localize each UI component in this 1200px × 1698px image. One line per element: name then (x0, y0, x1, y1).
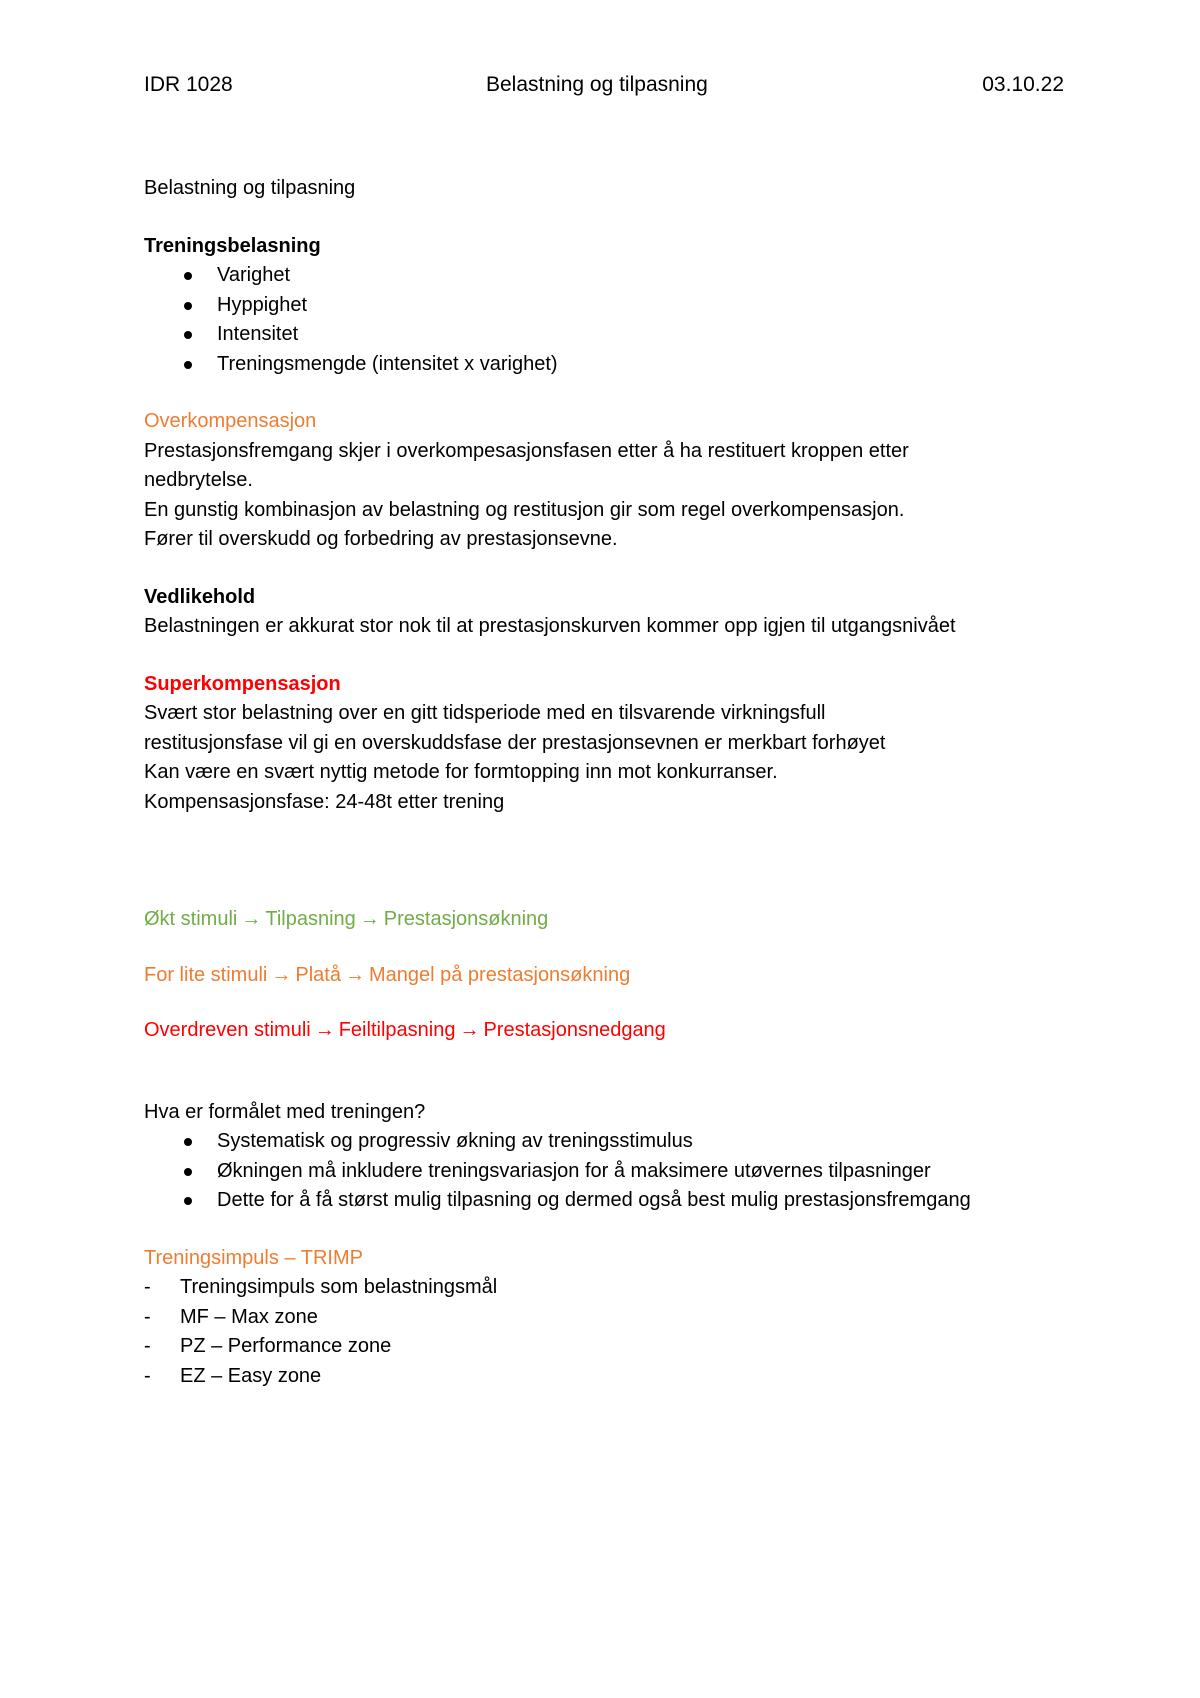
vedlikehold-heading: Vedlikehold (144, 585, 256, 608)
paragraph-line: Svært stor belastning over en gitt tidsperiode med en tilsvarende virkningsfull (144, 702, 826, 724)
flow-green: Økt stimuli → Tilpasning → Prestasjonsøkning (144, 908, 549, 930)
superkompensasjon-heading: Superkompensasjon (144, 672, 341, 695)
bullet-icon (184, 361, 192, 369)
bullet-icon (184, 1138, 192, 1146)
document-body (144, 174, 1064, 1391)
list-item: Varighet (144, 261, 1064, 291)
bullet-icon (184, 272, 192, 280)
arrow-right-icon: → (241, 908, 262, 930)
flow-red: Overdreven stimuli → Feiltilpasning → Prestasjonsnedgang (144, 1019, 666, 1041)
list-item: - PZ – Performance zone (144, 1335, 392, 1357)
treningsbelastning-list (144, 261, 1064, 379)
list-item: Hyppighet (144, 291, 1064, 321)
paragraph-line: Fører til overskudd og forbedring av prestasjonsevne. (144, 528, 618, 550)
list-item: - Treningsimpuls som belastningsmål (144, 1276, 498, 1298)
page-header (144, 73, 1064, 103)
arrow-right-icon: → (314, 1019, 335, 1041)
trimp-heading: Treningsimpuls – TRIMP (144, 1246, 363, 1269)
arrow-right-icon: → (359, 908, 380, 930)
arrow-right-icon: → (271, 963, 292, 986)
list-item: Økningen må inkludere treningsvariasjon for å maksimere utøvernes tilpasninger (144, 1157, 1064, 1187)
header-title: Belastning og tilpasning (486, 73, 708, 96)
treningsbelastning-heading: Treningsbelasning (144, 234, 321, 257)
doc-title: Belastning og tilpasning (144, 177, 356, 199)
bullet-icon (184, 1197, 192, 1205)
paragraph-line: Prestasjonsfremgang skjer i overkompesasjonsfasen etter å ha restituert kroppen etter (144, 439, 909, 462)
header-course: IDR 1028 (144, 73, 233, 96)
bullet-icon (184, 331, 192, 339)
list-item: Dette for å få størst mulig tilpasning og dermed også best mulig prestasjonsfremgang (144, 1186, 1064, 1216)
arrow-right-icon: → (459, 1019, 480, 1041)
paragraph-line: Kan være en svært nyttig metode for formtopping inn mot konkurranser. (144, 761, 778, 783)
paragraph-line: restitusjonsfase vil gi en overskuddsfase der prestasjonsevnen er merkbart forhøyet (144, 731, 886, 754)
overkompensasjon-heading: Overkompensasjon (144, 410, 317, 432)
paragraph-line: Belastningen er akkurat stor nok til at prestasjonskurven kommer opp igjen til utgangsnivået (144, 615, 956, 637)
bullet-icon (184, 1168, 192, 1176)
header-date: 03.10.22 (982, 73, 1064, 96)
list-item: - EZ – Easy zone (144, 1364, 322, 1387)
arrow-right-icon: → (344, 963, 365, 986)
formaal-list (144, 1127, 1064, 1216)
bullet-icon (184, 302, 192, 310)
list-item: - MF – Max zone (144, 1305, 318, 1328)
list-item: Intensitet (144, 320, 1064, 350)
paragraph-line: Kompensasjonsfase: 24-48t etter trening (144, 790, 505, 813)
formaal-question: Hva er formålet med treningen? (144, 1100, 426, 1123)
trimp-list (144, 1273, 1064, 1391)
paragraph-line: En gunstig kombinasjon av belastning og restitusjon gir som regel overkompensasjon. (144, 498, 905, 521)
paragraph-line: nedbrytelse. (144, 469, 253, 491)
flow-orange: For lite stimuli → Platå → Mangel på prestasjonsøkning (144, 963, 631, 986)
list-item: Treningsmengde (intensitet x varighet) (144, 350, 1064, 380)
list-item: Systematisk og progressiv økning av treningsstimulus (144, 1127, 1064, 1157)
